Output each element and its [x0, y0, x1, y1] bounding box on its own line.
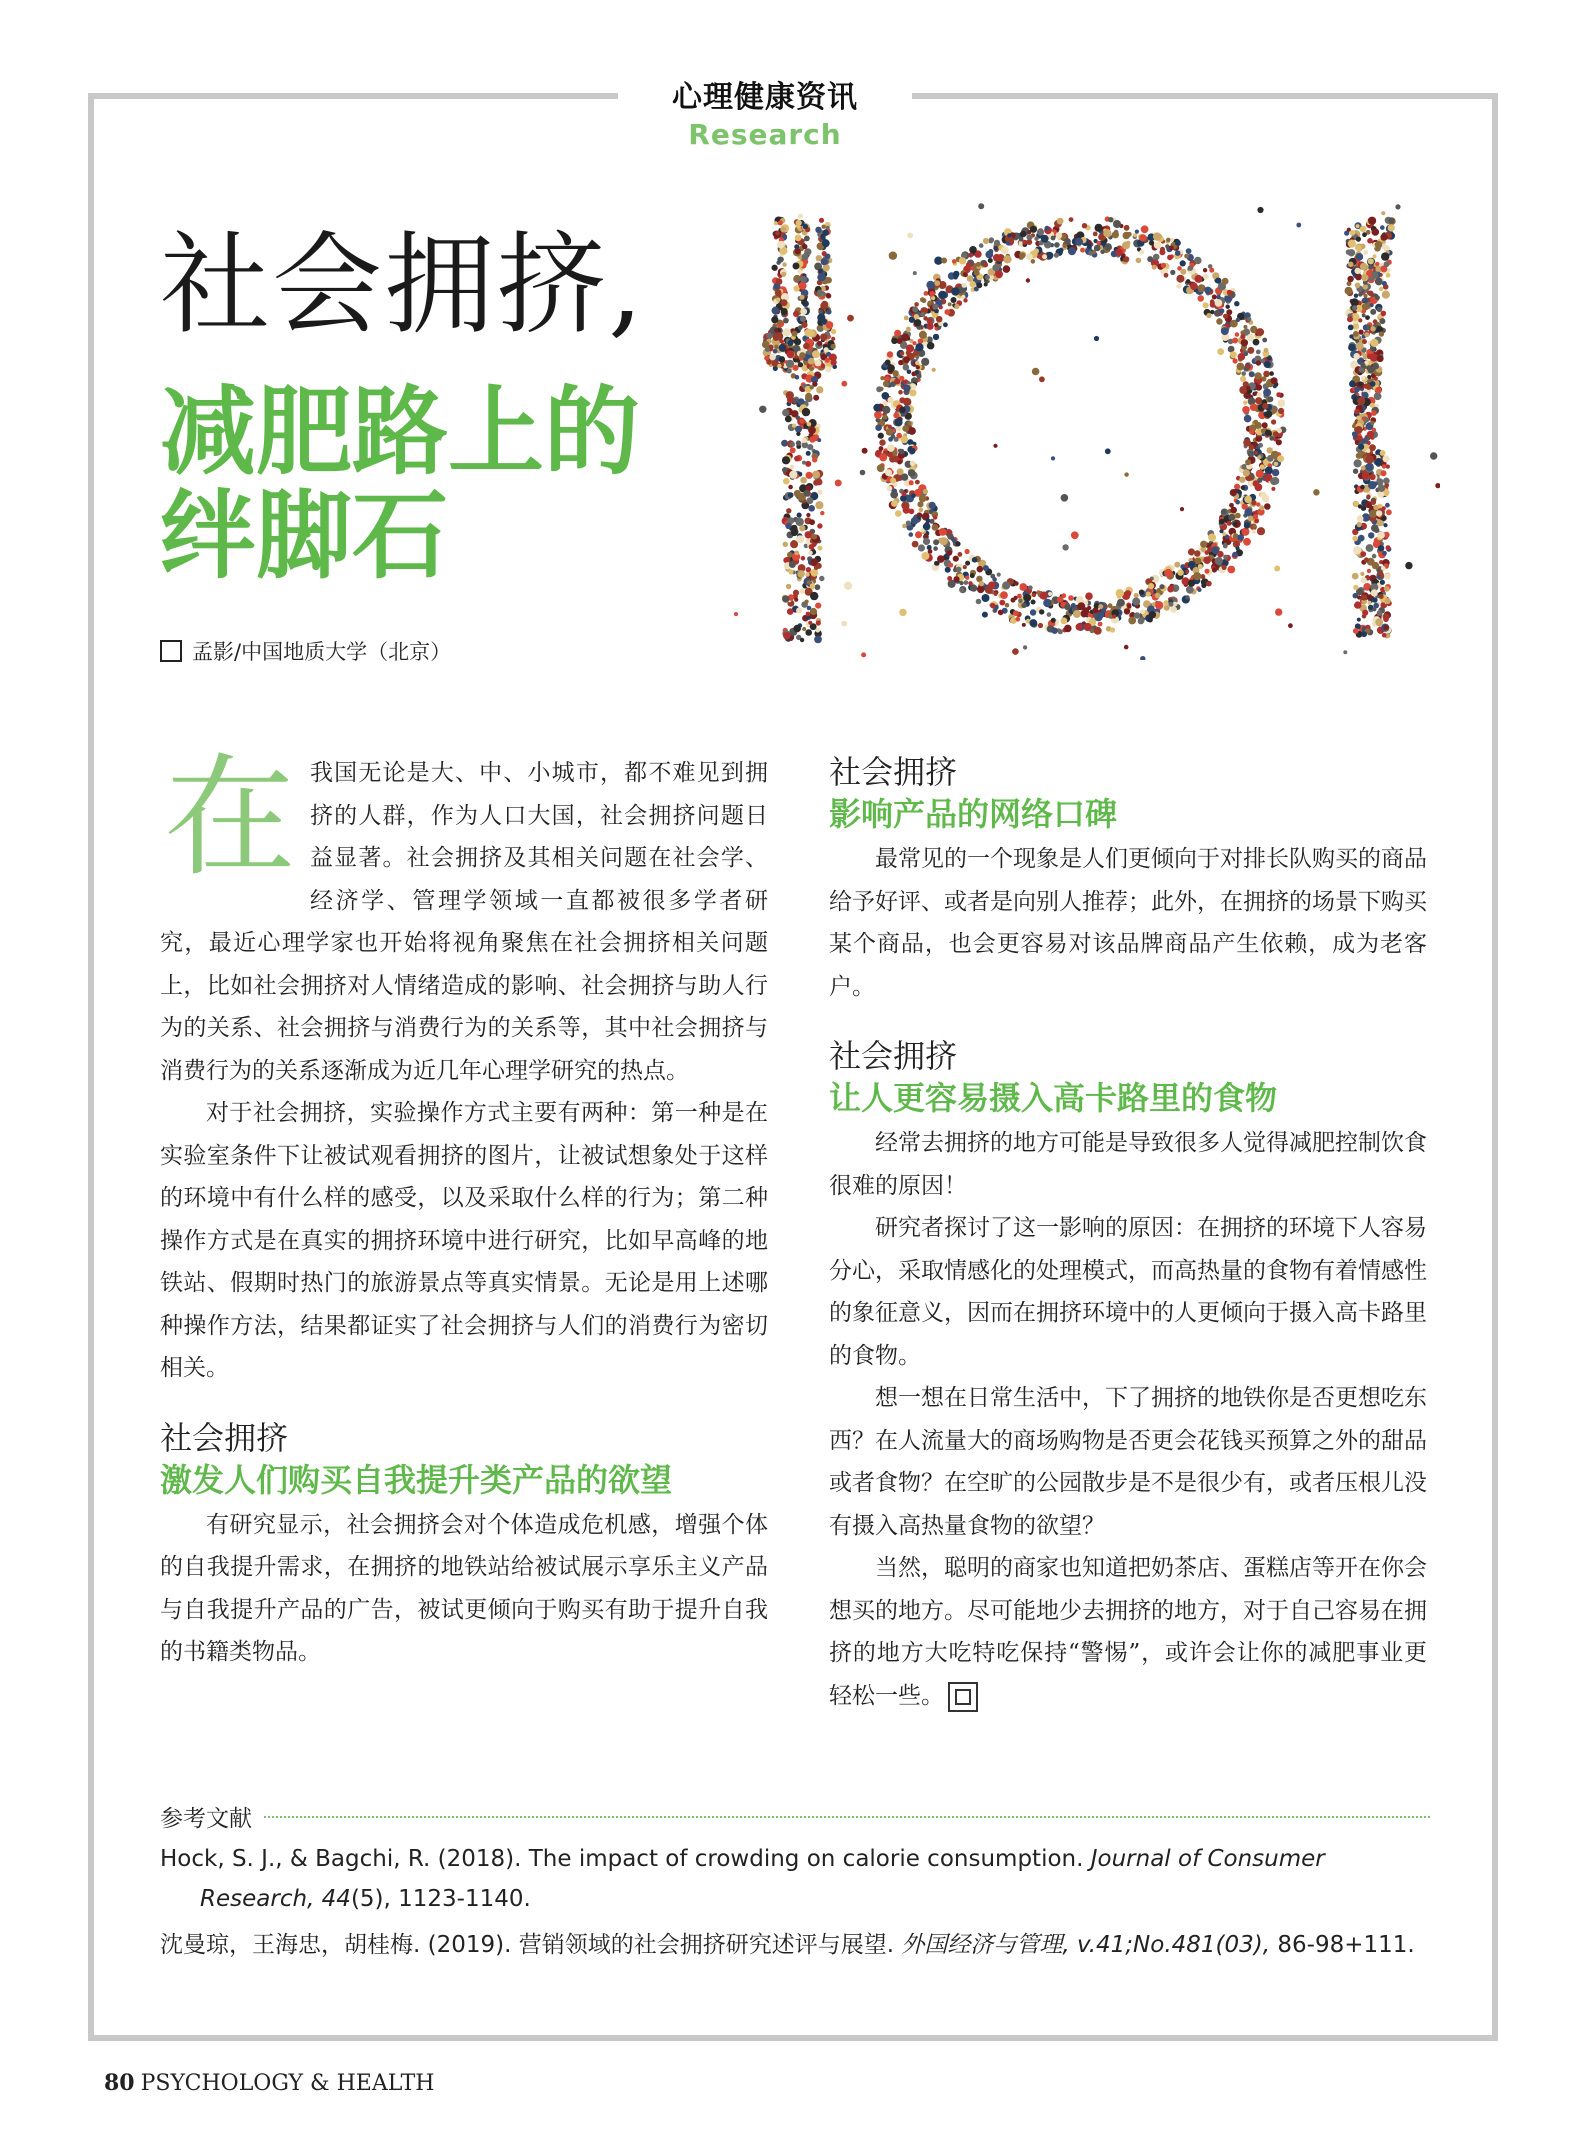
end-mark-icon	[948, 1682, 978, 1712]
author-line	[160, 636, 451, 666]
section-header-en: Research	[688, 118, 842, 151]
section3-paragraph-2: 研究者探讨了这一影响的原因：在拥挤的环境下人容易分心，采取情感化的处理模式，而高热量的食物有着情感性的象征意义，因而在拥挤环境中的人更倾向于摄入高卡路里的食物。	[829, 1215, 1427, 1369]
article-title-green	[160, 375, 640, 592]
dropcap: 在	[164, 741, 296, 895]
ref1-pages: (5), 1123-1140.	[350, 1886, 531, 1912]
section3-p4-text: 当然，聪明的商家也知道把奶茶店、蛋糕店等开在你会想买的地方。尽可能地少去拥挤的地方，对于自己容易在拥挤的地方大吃特吃保持“警惕”，或许会让你的减肥事业更轻松一些。	[829, 1555, 1427, 1709]
article-title-line2: 减肥路上的	[160, 375, 640, 488]
section3-title: 社会拥挤	[829, 1037, 958, 1075]
page-number: 80	[104, 2070, 135, 2096]
frame-bottom	[88, 2035, 1498, 2041]
article-title-line1: 社会拥挤,	[160, 221, 645, 349]
section2-subtitle: 影响产品的网络口碑	[829, 795, 1118, 833]
column-right	[829, 752, 1427, 1717]
section2-title: 社会拥挤	[829, 753, 958, 791]
frame-right	[1492, 93, 1498, 2041]
author-box-icon	[160, 640, 182, 662]
references	[160, 1800, 1430, 1965]
references-divider	[264, 1816, 1430, 1818]
reference-2	[160, 1925, 1430, 1965]
ref2-authors: 沈曼琼，王海忠，胡桂梅. (2019). 营销领域的社会拥挤研究述评与展望.	[160, 1932, 902, 1958]
section1-paragraph: 有研究显示，社会拥挤会对个体造成危机感，增强个体的自我提升需求，在拥挤的地铁站给被试展示享乐主义产品与自我提升产品的广告，被试更倾向于购买有助于提升自我的书籍类物品。	[160, 1511, 768, 1665]
article-title-line3: 绊脚石	[160, 478, 448, 592]
frame-top-right	[912, 93, 1498, 99]
section3-subtitle: 让人更容易摄入高卡路里的食物	[829, 1079, 1278, 1117]
section-header	[620, 72, 910, 151]
crowd-people-dots	[734, 203, 1440, 660]
section-header-cn: 心理健康资讯	[672, 80, 858, 115]
crowd-plate-illustration	[720, 200, 1440, 660]
magazine-name: PSYCHOLOGY & HEALTH	[140, 2071, 435, 2096]
references-header	[160, 1800, 1430, 1833]
intro-paragraph-2: 对于社会拥挤，实验操作方式主要有两种：第一种是在实验室条件下让被试观看拥挤的图片，让被试想象处于这样的环境中有什么样的感受，以及采取什么样的行为；第二种操作方式是在真实的拥挤环境中进行研究，比如早高峰的地铁站、假期时热门的旅游景点等真实情景。无论是用上述哪种操作方法，结果都证实了社会拥挤与人们的消费行为密切相关。	[160, 1100, 768, 1381]
section3-paragraph-1: 经常去拥挤的地方可能是导致很多人觉得减肥控制饮食很难的原因！	[829, 1130, 1427, 1199]
frame-top-left	[88, 93, 618, 99]
ref1-journal: Journal of Consumer Research, 44	[200, 1846, 1325, 1912]
ref1-authors: Hock, S. J., & Bagchi, R. (2018). The impact of crowding on calorie consumption.	[160, 1846, 1091, 1872]
column-left	[160, 741, 768, 1674]
intro-paragraph-1	[160, 741, 768, 1092]
page-footer	[104, 2070, 434, 2096]
intro-p1-text: 我国无论是大、中、小城市，都不难见到拥挤的人群，作为人口大国，社会拥挤问题日益显著。社会拥挤及其相关问题在社会学、经济学、管理学领域一直都被很多学者研究，最近心理学家也开始将视角聚焦在社会拥挤相关问题上，比如社会拥挤对人情绪造成的影响、社会拥挤与助人行为的关系、社会拥挤与消费行为的关系等，其中社会拥挤与消费行为的关系逐渐成为近几年心理学研究的热点。	[160, 760, 768, 1084]
section1-title: 社会拥挤	[160, 1418, 289, 1457]
frame-left	[88, 93, 94, 2041]
reference-1	[160, 1839, 1430, 1919]
ref2-pages: 86-98+111.	[1270, 1932, 1415, 1958]
section2-paragraph: 最常见的一个现象是人们更倾向于对排长队购买的商品给予好评、或者是向别人推荐；此外，在拥挤的场景下购买某个商品，也会更容易对该品牌商品产生依赖，成为老客户。	[829, 846, 1427, 1000]
section3-paragraph-4	[829, 1547, 1427, 1717]
section1-subtitle: 激发人们购买自我提升类产品的欲望	[160, 1460, 673, 1499]
author-name: 孟影/中国地质大学（北京）	[192, 640, 452, 664]
references-heading: 参考文献	[160, 1806, 252, 1832]
section3-paragraph-3: 想一想在日常生活中，下了拥挤的地铁你是否更想吃东西？在人流量大的商场购物是否更会花钱买预算之外的甜品或者食物？在空旷的公园散步是不是很少有，或者压根儿没有摄入高热量食物的欲望？	[829, 1385, 1427, 1539]
ref2-journal: 外国经济与管理, v.41;No.481(03),	[901, 1932, 1271, 1958]
